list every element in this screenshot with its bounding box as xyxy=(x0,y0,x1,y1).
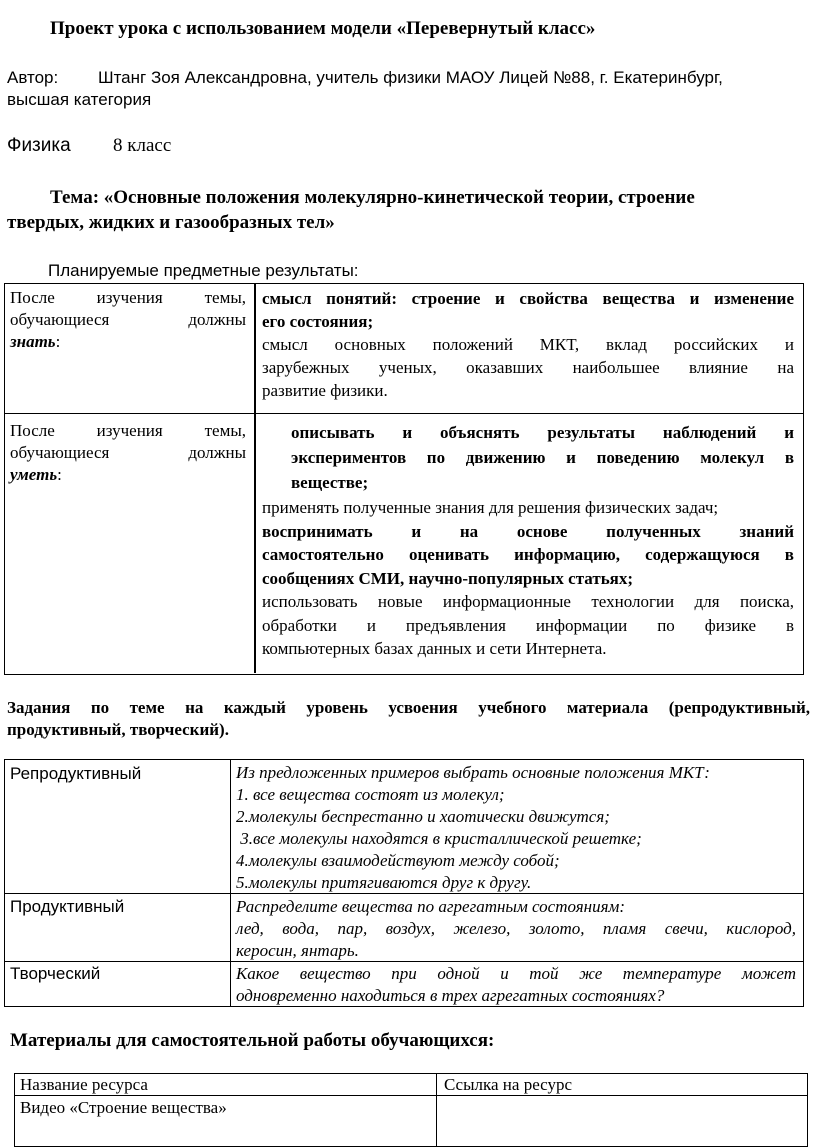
materials-heading: Материалы для самостоятельной работы обучающихся: xyxy=(10,1030,495,1051)
task-reproductive-line: 2.молекулы беспрестанно и хаотически движутся; xyxy=(236,807,610,826)
able-colon: : xyxy=(57,465,62,484)
tasks-heading-line1: Задания по теме на каждый уровень усвоения учебного материала (репродуктивный, xyxy=(7,698,810,717)
tasks-heading xyxy=(7,697,810,741)
able-left-cell xyxy=(10,420,246,486)
task-creative-line: Какое вещество при одной и той же температуре может xyxy=(236,964,796,983)
task-reproductive-line: 1. все вещества состоят из молекул; xyxy=(236,785,505,804)
know-colon: : xyxy=(55,332,61,351)
know-line-4: зарубежных ученых, оказавших наибольшее влияние на xyxy=(262,358,794,377)
task-level-reproductive: Репродуктивный xyxy=(10,764,142,783)
able-line-1: описывать и объяснять результаты наблюдений и xyxy=(291,423,794,442)
able-right-bottom xyxy=(262,496,794,661)
author-text: Штанг Зоя Александровна, учитель физики МАОУ Лицей №88, г. Екатеринбург, xyxy=(98,68,723,87)
know-left-line1: После изучения темы, xyxy=(10,288,246,307)
able-line-2: экспериментов по движению и поведению молекул в xyxy=(291,448,794,467)
task-level-creative: Творческий xyxy=(10,964,101,983)
materials-header-divider xyxy=(14,1095,807,1096)
task-productive-line: лед, вода, пар, воздух, железо, золото, пламя свечи, кислород, xyxy=(236,919,796,938)
subject-label: Физика xyxy=(7,135,71,156)
tasks-divider xyxy=(230,759,231,1006)
know-line-2: его состояния; xyxy=(262,312,374,331)
results-caption: Планируемые предметные результаты: xyxy=(48,261,359,280)
know-line-1: смысл понятий: строение и свойства вещества и изменение xyxy=(262,289,794,308)
able-line-6: самостоятельно оценивать информацию, содержащуюся в xyxy=(262,545,794,564)
able-line-5: воспринимать и на основе полученных знаний xyxy=(262,521,794,541)
materials-row-name: Видео «Строение вещества» xyxy=(20,1098,227,1117)
page-title: Проект урока с использованием модели «Перевернутый класс» xyxy=(50,18,596,39)
able-left-line1: После изучения темы, xyxy=(10,421,246,440)
topic-line-2: твердых, жидких и газообразных тел» xyxy=(7,212,335,233)
able-line-7: сообщениях СМИ, научно-популярных статьях; xyxy=(262,568,634,588)
task-productive-text xyxy=(236,896,796,962)
task-level-productive: Продуктивный xyxy=(10,897,125,916)
able-line-10: компьютерных базах данных и сети Интернета. xyxy=(262,639,607,658)
results-row-divider xyxy=(4,413,803,414)
task-creative-line: одновременно находиться в трех агрегатных состояниях? xyxy=(236,986,665,1005)
materials-col-name: Название ресурса xyxy=(20,1075,148,1094)
able-left-line2: обучающиеся должны xyxy=(10,443,246,462)
materials-divider xyxy=(436,1073,437,1146)
know-line-5: развитие физики. xyxy=(262,381,388,400)
know-left-line2: обучающиеся должны xyxy=(10,310,246,329)
task-creative-text xyxy=(236,963,796,1007)
task-productive-line: керосин, янтарь. xyxy=(236,941,359,960)
grade-label: 8 класс xyxy=(113,135,172,156)
know-line-3: смысл основных положений МКТ, вклад российских и xyxy=(262,335,794,354)
materials-col-link: Ссылка на ресурс xyxy=(444,1075,573,1094)
able-line-3: веществе; xyxy=(291,473,369,492)
author-category: высшая категория xyxy=(7,90,152,109)
task-reproductive-line: Из предложенных примеров выбрать основные положения МКТ: xyxy=(236,763,710,782)
task-productive-line: Распределите вещества по агрегатным состояниям: xyxy=(236,897,626,916)
know-keyword: знать xyxy=(10,332,56,351)
tasks-heading-line2: продуктивный, творческий). xyxy=(7,720,229,739)
author-label: Автор: xyxy=(7,68,59,87)
know-right-cell xyxy=(262,287,794,402)
able-keyword: уметь xyxy=(10,465,58,484)
task-reproductive-line: 5.молекулы притягиваются друг к другу. xyxy=(236,873,532,892)
task-reproductive-line: 3.все молекулы находятся в кристаллической решетке; xyxy=(236,829,642,848)
topic-line-1: Тема: «Основные положения молекулярно-кинетической теории, строение xyxy=(50,187,695,208)
task-reproductive-line: 4.молекулы взаимодействуют между собой; xyxy=(236,851,560,870)
able-right-top xyxy=(291,420,794,495)
able-line-8: использовать новые информационные технологии для поиска, xyxy=(262,592,794,611)
able-line-4: применять полученные знания для решения физических задач; xyxy=(262,498,719,517)
results-divider xyxy=(254,283,256,673)
able-line-9: обработки и предъявления информации по физике в xyxy=(262,615,794,635)
know-left-cell xyxy=(10,287,246,353)
task-reproductive-text xyxy=(236,762,796,894)
